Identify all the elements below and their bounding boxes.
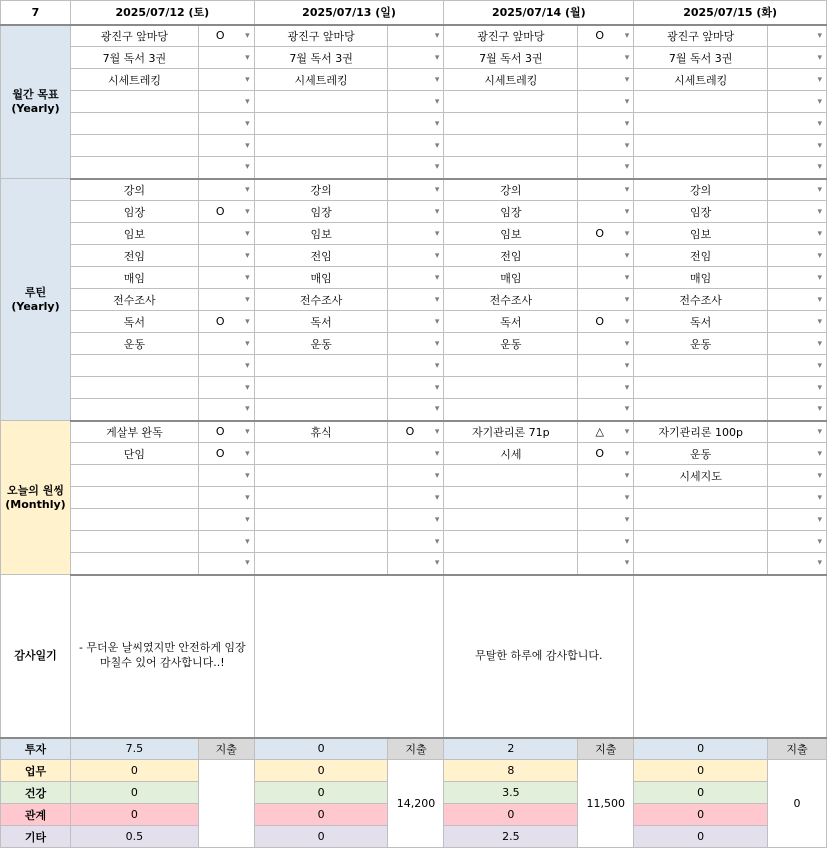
date-header: 2025/07/13 (일) [254, 1, 444, 25]
routine-row [1, 311, 827, 333]
status-dropdown[interactable] [768, 333, 827, 355]
status-dropdown[interactable]: O ▾ [388, 421, 444, 443]
routine-task-cell[interactable]: 운동 [254, 333, 388, 355]
routine-task-cell[interactable] [634, 377, 768, 399]
summary-value[interactable]: 7.5 [70, 738, 198, 760]
status-dropdown[interactable] [198, 509, 254, 531]
header-row [1, 1, 827, 25]
routine-task-cell[interactable]: 임장 [444, 201, 578, 223]
monthly-goal-task-cell[interactable] [70, 157, 198, 179]
status-dropdown[interactable] [578, 135, 634, 157]
status-dropdown[interactable]: O ▾ [198, 25, 254, 47]
routine-task-cell[interactable]: 운동 [634, 333, 768, 355]
routine-task-cell[interactable] [254, 377, 388, 399]
routine-task-cell[interactable]: 임장 [70, 201, 198, 223]
one-thing-task-cell[interactable] [70, 553, 198, 575]
routine-task-cell[interactable]: 매임 [634, 267, 768, 289]
routine-task-cell[interactable]: 독서 [254, 311, 388, 333]
status-dropdown[interactable] [768, 289, 827, 311]
status-dropdown[interactable] [388, 289, 444, 311]
status-dropdown[interactable] [578, 509, 634, 531]
routine-task-cell[interactable]: 강의 [254, 179, 388, 201]
monthly-goal-task-cell[interactable] [254, 113, 388, 135]
monthly-goal-row [1, 25, 827, 47]
routine-task-cell[interactable]: 전임 [70, 245, 198, 267]
monthly-goal-task-cell[interactable]: 7월 독서 3권 [70, 47, 198, 69]
summary-value[interactable]: 0 [444, 804, 578, 826]
status-dropdown[interactable] [768, 245, 827, 267]
status-dropdown[interactable] [578, 553, 634, 575]
status-dropdown[interactable] [198, 531, 254, 553]
routine-label: 루틴 (Yearly) [1, 179, 71, 421]
status-dropdown[interactable] [198, 465, 254, 487]
one-thing-task-cell[interactable] [634, 509, 768, 531]
summary-value[interactable]: 0 [254, 738, 388, 760]
status-dropdown[interactable] [578, 179, 634, 201]
gratitude-row [1, 575, 827, 738]
routine-task-cell[interactable]: 임장 [634, 201, 768, 223]
routine-task-cell[interactable]: 전수조사 [444, 289, 578, 311]
status-dropdown[interactable] [388, 245, 444, 267]
status-dropdown[interactable] [388, 333, 444, 355]
routine-task-cell[interactable] [254, 355, 388, 377]
one-thing-task-cell[interactable]: 시세 [444, 443, 578, 465]
one-thing-task-cell[interactable]: 자기관리론 100p [634, 421, 768, 443]
one-thing-task-cell[interactable]: 게살부 완독 [70, 421, 198, 443]
monthly-goal-task-cell[interactable]: 7월 독서 3권 [254, 47, 388, 69]
status-dropdown[interactable] [768, 25, 827, 47]
monthly-goal-task-cell[interactable] [444, 157, 578, 179]
monthly-goal-task-cell[interactable]: 시세트레킹 [70, 69, 198, 91]
one-thing-task-cell[interactable] [634, 531, 768, 553]
status-dropdown[interactable] [578, 289, 634, 311]
gratitude-entry[interactable]: - 무더운 날씨였지만 안전하게 임장 마칠수 있어 감사합니다..! [70, 575, 254, 738]
one-thing-row [1, 553, 827, 575]
routine-task-cell[interactable] [70, 399, 198, 421]
one-thing-task-cell[interactable] [444, 487, 578, 509]
status-dropdown[interactable]: O ▾ [198, 443, 254, 465]
gratitude-entry[interactable]: 무탈한 하루에 감사합니다. [444, 575, 634, 738]
status-dropdown[interactable] [198, 69, 254, 91]
monthly-goal-task-cell[interactable] [634, 135, 768, 157]
routine-row [1, 245, 827, 267]
status-dropdown[interactable] [768, 531, 827, 553]
one-thing-task-cell[interactable] [70, 509, 198, 531]
status-dropdown[interactable] [768, 69, 827, 91]
monthly-goal-task-cell[interactable] [444, 113, 578, 135]
monthly-goal-task-cell[interactable] [254, 91, 388, 113]
one-thing-task-cell[interactable] [254, 487, 388, 509]
status-dropdown[interactable] [578, 487, 634, 509]
expense-label: 지출 [578, 738, 634, 760]
one-thing-task-cell[interactable] [444, 509, 578, 531]
summary-value[interactable]: 0 [70, 760, 198, 782]
one-thing-task-cell[interactable] [444, 465, 578, 487]
one-thing-row [1, 421, 827, 443]
status-dropdown[interactable]: O ▾ [578, 443, 634, 465]
status-dropdown[interactable] [198, 157, 254, 179]
status-dropdown[interactable] [768, 377, 827, 399]
expense-label: 지출 [768, 738, 827, 760]
one-thing-task-cell[interactable] [70, 465, 198, 487]
status-dropdown[interactable] [578, 377, 634, 399]
one-thing-task-cell[interactable]: 운동 [634, 443, 768, 465]
monthly-goal-label: 월간 목표 (Yearly) [1, 25, 71, 179]
status-dropdown[interactable] [768, 443, 827, 465]
monthly-goal-task-cell[interactable]: 시세트레킹 [634, 69, 768, 91]
expense-label: 지출 [388, 738, 444, 760]
monthly-goal-task-cell[interactable] [634, 157, 768, 179]
monthly-goal-task-cell[interactable] [444, 135, 578, 157]
monthly-goal-task-cell[interactable] [70, 135, 198, 157]
status-dropdown[interactable] [768, 47, 827, 69]
monthly-goal-task-cell[interactable]: 광진구 앞마당 [254, 25, 388, 47]
routine-task-cell[interactable]: 매임 [444, 267, 578, 289]
status-dropdown[interactable] [388, 47, 444, 69]
routine-task-cell[interactable]: 독서 [444, 311, 578, 333]
expense-value[interactable]: 14,200 [388, 760, 444, 848]
status-dropdown[interactable] [198, 113, 254, 135]
week-number: 7 [1, 1, 71, 25]
routine-row [1, 267, 827, 289]
one-thing-label: 오늘의 원씽 (Monthly) [1, 421, 71, 575]
status-dropdown[interactable] [388, 179, 444, 201]
monthly-goal-task-cell[interactable]: 시세트레킹 [444, 69, 578, 91]
one-thing-task-cell[interactable] [254, 553, 388, 575]
routine-task-cell[interactable]: 임보 [70, 223, 198, 245]
date-header: 2025/07/15 (화) [634, 1, 827, 25]
one-thing-row [1, 487, 827, 509]
status-dropdown[interactable] [578, 399, 634, 421]
summary-value[interactable]: 8 [444, 760, 578, 782]
summary-value[interactable]: 0 [634, 760, 768, 782]
status-dropdown[interactable] [768, 487, 827, 509]
monthly-goal-task-cell[interactable]: 광진구 앞마당 [70, 25, 198, 47]
status-dropdown[interactable] [578, 267, 634, 289]
one-thing-row [1, 531, 827, 553]
status-dropdown[interactable] [768, 223, 827, 245]
routine-task-cell[interactable]: 전수조사 [254, 289, 388, 311]
routine-task-cell[interactable]: 전임 [444, 245, 578, 267]
monthly-goal-row [1, 47, 827, 69]
summary-label: 건강 [1, 782, 71, 804]
monthly-goal-task-cell[interactable]: 7월 독서 3권 [634, 47, 768, 69]
one-thing-task-cell[interactable] [254, 509, 388, 531]
routine-row [1, 179, 827, 201]
one-thing-row [1, 509, 827, 531]
status-dropdown[interactable]: O ▾ [198, 421, 254, 443]
routine-task-cell[interactable]: 임장 [254, 201, 388, 223]
status-dropdown[interactable] [768, 311, 827, 333]
status-dropdown[interactable] [768, 179, 827, 201]
monthly-goal-task-cell[interactable] [634, 91, 768, 113]
status-dropdown[interactable] [198, 245, 254, 267]
routine-task-cell[interactable]: 전임 [634, 245, 768, 267]
status-dropdown[interactable] [198, 553, 254, 575]
one-thing-task-cell[interactable] [444, 531, 578, 553]
status-dropdown[interactable] [578, 245, 634, 267]
routine-task-cell[interactable]: 매임 [70, 267, 198, 289]
routine-row [1, 223, 827, 245]
gratitude-entry[interactable] [254, 575, 444, 738]
gratitude-entry[interactable] [634, 575, 827, 738]
summary-row [1, 760, 827, 782]
status-dropdown[interactable] [388, 377, 444, 399]
monthly-goal-row [1, 69, 827, 91]
one-thing-task-cell[interactable]: 단임 [70, 443, 198, 465]
status-dropdown[interactable] [388, 553, 444, 575]
status-dropdown[interactable] [388, 267, 444, 289]
monthly-goal-row [1, 113, 827, 135]
summary-value[interactable]: 0.5 [70, 826, 198, 848]
routine-row [1, 289, 827, 311]
routine-task-cell[interactable] [444, 377, 578, 399]
status-dropdown[interactable] [388, 443, 444, 465]
expense-value[interactable]: 11,500 [578, 760, 634, 848]
status-dropdown[interactable] [198, 399, 254, 421]
summary-value[interactable]: 0 [634, 826, 768, 848]
status-dropdown[interactable] [388, 223, 444, 245]
date-header: 2025/07/12 (토) [70, 1, 254, 25]
summary-value[interactable]: 0 [254, 804, 388, 826]
routine-task-cell[interactable]: 매임 [254, 267, 388, 289]
status-dropdown[interactable]: O ▾ [198, 311, 254, 333]
summary-value[interactable]: 0 [634, 804, 768, 826]
summary-value[interactable]: 2 [444, 738, 578, 760]
status-dropdown[interactable] [198, 289, 254, 311]
one-thing-task-cell[interactable]: 휴식 [254, 421, 388, 443]
routine-task-cell[interactable]: 강의 [634, 179, 768, 201]
routine-task-cell[interactable] [444, 355, 578, 377]
status-dropdown[interactable]: O ▾ [578, 223, 634, 245]
status-dropdown[interactable] [768, 421, 827, 443]
routine-row [1, 355, 827, 377]
routine-task-cell[interactable] [254, 399, 388, 421]
status-dropdown[interactable] [578, 47, 634, 69]
summary-value[interactable]: 0 [634, 738, 768, 760]
status-dropdown[interactable] [388, 531, 444, 553]
monthly-goal-task-cell[interactable] [634, 113, 768, 135]
monthly-goal-row [1, 135, 827, 157]
routine-task-cell[interactable]: 전수조사 [634, 289, 768, 311]
status-dropdown[interactable] [388, 91, 444, 113]
monthly-goal-task-cell[interactable] [444, 91, 578, 113]
status-dropdown[interactable] [198, 355, 254, 377]
one-thing-task-cell[interactable] [70, 487, 198, 509]
status-dropdown[interactable] [388, 157, 444, 179]
routine-task-cell[interactable] [444, 399, 578, 421]
status-dropdown[interactable] [768, 399, 827, 421]
status-dropdown[interactable]: O ▾ [198, 201, 254, 223]
routine-task-cell[interactable]: 임보 [444, 223, 578, 245]
monthly-goal-task-cell[interactable]: 광진구 앞마당 [444, 25, 578, 47]
routine-task-cell[interactable]: 독서 [634, 311, 768, 333]
status-dropdown[interactable] [768, 355, 827, 377]
status-dropdown[interactable] [198, 179, 254, 201]
routine-task-cell[interactable]: 강의 [70, 179, 198, 201]
monthly-goal-task-cell[interactable]: 7월 독서 3권 [444, 47, 578, 69]
one-thing-task-cell[interactable]: 시세지도 [634, 465, 768, 487]
expense-label: 지출 [198, 738, 254, 760]
status-dropdown[interactable] [198, 377, 254, 399]
status-dropdown[interactable]: O ▾ [578, 25, 634, 47]
status-dropdown[interactable] [578, 465, 634, 487]
one-thing-row [1, 443, 827, 465]
status-dropdown[interactable] [198, 223, 254, 245]
status-dropdown[interactable] [578, 355, 634, 377]
status-dropdown[interactable] [388, 311, 444, 333]
status-dropdown[interactable] [768, 553, 827, 575]
routine-task-cell[interactable] [634, 399, 768, 421]
status-dropdown[interactable] [198, 333, 254, 355]
status-dropdown[interactable] [388, 399, 444, 421]
routine-row [1, 333, 827, 355]
one-thing-task-cell[interactable] [70, 531, 198, 553]
status-dropdown[interactable] [198, 135, 254, 157]
routine-task-cell[interactable]: 운동 [444, 333, 578, 355]
status-dropdown[interactable] [768, 509, 827, 531]
status-dropdown[interactable] [578, 201, 634, 223]
status-dropdown[interactable] [578, 333, 634, 355]
monthly-goal-task-cell[interactable] [254, 157, 388, 179]
status-dropdown[interactable] [198, 91, 254, 113]
status-dropdown[interactable] [768, 113, 827, 135]
monthly-goal-task-cell[interactable]: 광진구 앞마당 [634, 25, 768, 47]
monthly-goal-task-cell[interactable] [70, 91, 198, 113]
summary-value[interactable]: 0 [254, 760, 388, 782]
summary-value[interactable]: 0 [70, 782, 198, 804]
status-dropdown[interactable] [388, 135, 444, 157]
routine-task-cell[interactable] [70, 377, 198, 399]
summary-label: 관계 [1, 804, 71, 826]
summary-value[interactable]: 0 [70, 804, 198, 826]
monthly-goal-row [1, 157, 827, 179]
status-dropdown[interactable] [578, 69, 634, 91]
status-dropdown[interactable] [768, 267, 827, 289]
routine-row [1, 399, 827, 421]
routine-task-cell[interactable]: 강의 [444, 179, 578, 201]
monthly-goal-task-cell[interactable]: 시세트레킹 [254, 69, 388, 91]
summary-value[interactable]: 0 [254, 782, 388, 804]
one-thing-task-cell[interactable] [444, 553, 578, 575]
status-dropdown[interactable] [768, 157, 827, 179]
gratitude-label: 감사일기 [1, 575, 71, 738]
one-thing-task-cell[interactable] [634, 553, 768, 575]
status-dropdown[interactable] [388, 201, 444, 223]
status-dropdown[interactable] [578, 113, 634, 135]
summary-value[interactable]: 3.5 [444, 782, 578, 804]
status-dropdown[interactable] [768, 201, 827, 223]
summary-label: 업무 [1, 760, 71, 782]
summary-label: 기타 [1, 826, 71, 848]
expense-value[interactable] [198, 760, 254, 848]
status-dropdown[interactable] [198, 487, 254, 509]
summary-value[interactable]: 0 [634, 782, 768, 804]
status-dropdown[interactable] [578, 531, 634, 553]
monthly-goal-task-cell[interactable] [254, 135, 388, 157]
routine-task-cell[interactable]: 운동 [70, 333, 198, 355]
status-dropdown[interactable] [388, 509, 444, 531]
summary-value[interactable]: 2.5 [444, 826, 578, 848]
status-dropdown[interactable] [198, 267, 254, 289]
status-dropdown[interactable] [388, 355, 444, 377]
summary-label: 투자 [1, 738, 71, 760]
status-dropdown[interactable] [578, 157, 634, 179]
summary-value[interactable]: 0 [254, 826, 388, 848]
status-dropdown[interactable] [768, 91, 827, 113]
status-dropdown[interactable] [578, 91, 634, 113]
status-dropdown[interactable] [198, 47, 254, 69]
status-dropdown[interactable] [388, 69, 444, 91]
one-thing-row [1, 465, 827, 487]
one-thing-task-cell[interactable]: 자기관리론 71p [444, 421, 578, 443]
routine-row [1, 377, 827, 399]
one-thing-task-cell[interactable] [254, 465, 388, 487]
status-dropdown[interactable] [388, 465, 444, 487]
routine-row [1, 201, 827, 223]
one-thing-task-cell[interactable] [634, 487, 768, 509]
status-dropdown[interactable]: △ ▾ [578, 421, 634, 443]
status-dropdown[interactable] [388, 113, 444, 135]
routine-task-cell[interactable] [634, 355, 768, 377]
routine-task-cell[interactable]: 임보 [634, 223, 768, 245]
expense-value[interactable]: 0 [768, 760, 827, 848]
monthly-goal-task-cell[interactable] [70, 113, 198, 135]
routine-task-cell[interactable] [70, 355, 198, 377]
status-dropdown[interactable] [388, 25, 444, 47]
status-dropdown[interactable] [388, 487, 444, 509]
routine-task-cell[interactable]: 독서 [70, 311, 198, 333]
monthly-goal-row [1, 91, 827, 113]
one-thing-task-cell[interactable] [254, 443, 388, 465]
summary-row [1, 738, 827, 760]
status-dropdown[interactable]: O ▾ [578, 311, 634, 333]
status-dropdown[interactable] [768, 465, 827, 487]
status-dropdown[interactable] [768, 135, 827, 157]
routine-task-cell[interactable]: 전수조사 [70, 289, 198, 311]
one-thing-task-cell[interactable] [254, 531, 388, 553]
routine-task-cell[interactable]: 전임 [254, 245, 388, 267]
routine-task-cell[interactable]: 임보 [254, 223, 388, 245]
date-header: 2025/07/14 (월) [444, 1, 634, 25]
